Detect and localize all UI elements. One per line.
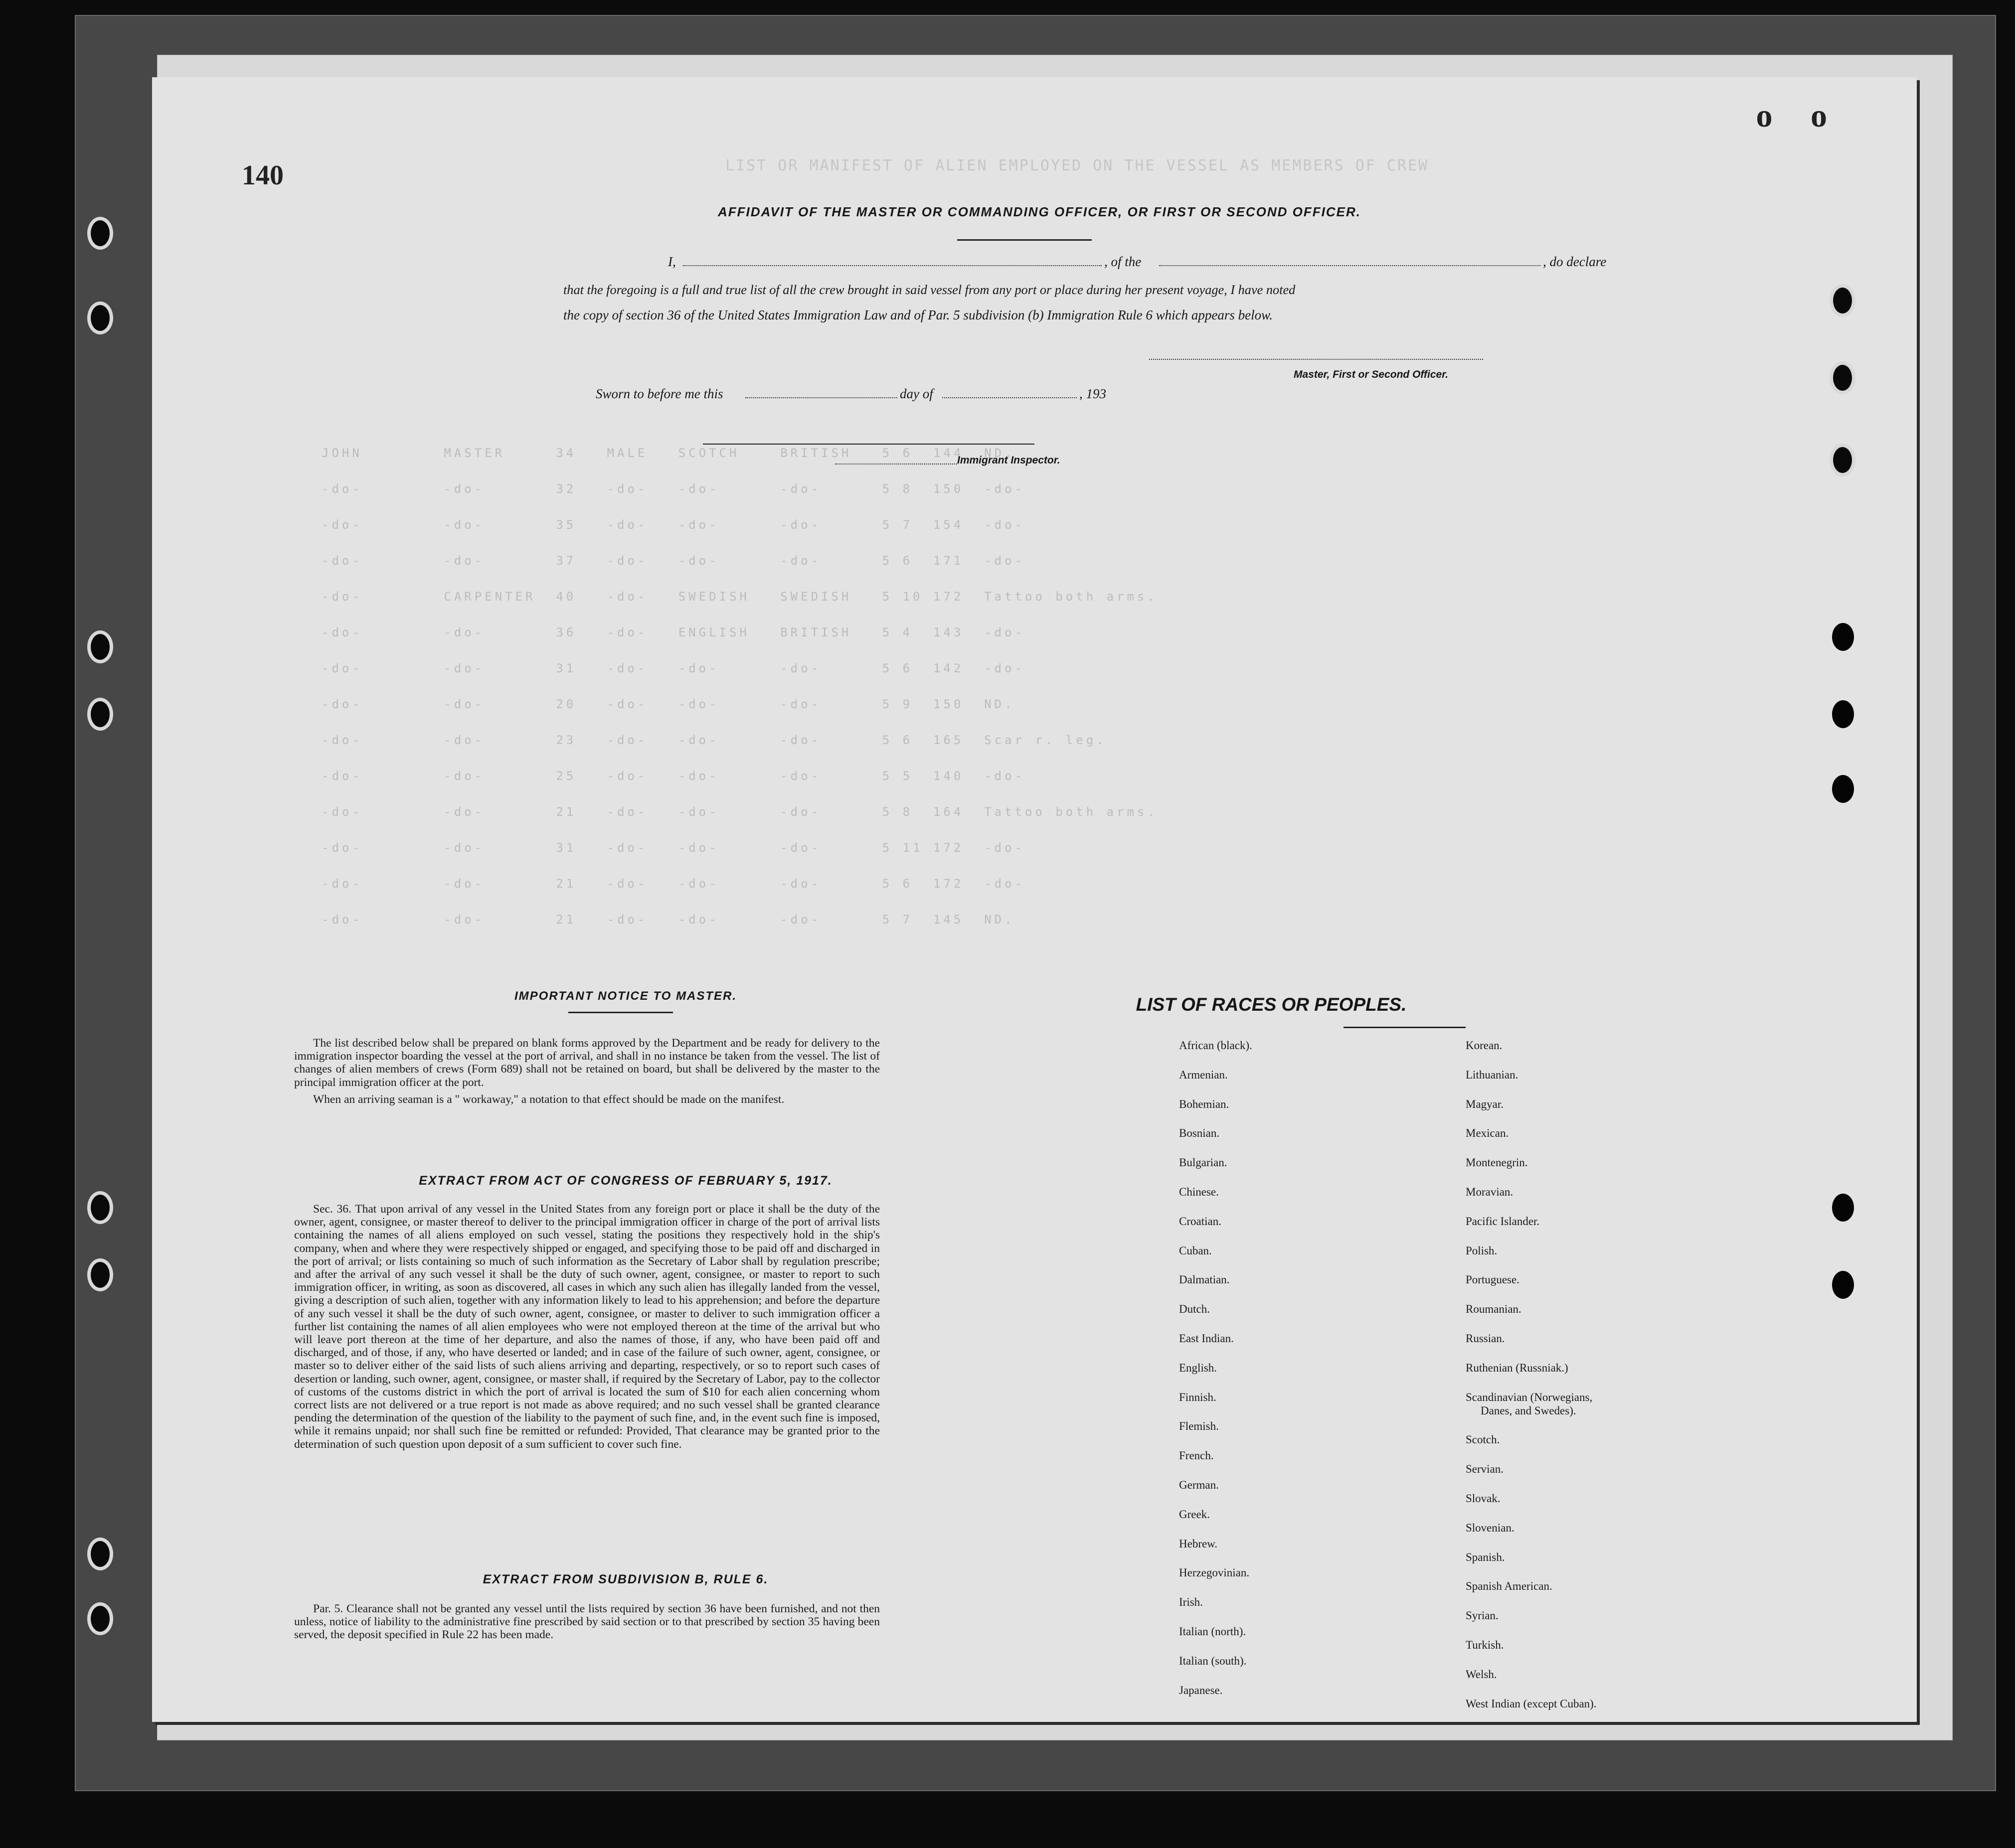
day-blank — [745, 397, 897, 398]
bleed-through-row: -do- -do- 37 -do- -do- -do- 5 6 171 -do- — [322, 554, 1025, 568]
race-entry: West Indian (except Cuban). — [1466, 1697, 1597, 1710]
notice-text — [294, 1037, 880, 1106]
race-entry: Syrian. — [1466, 1609, 1499, 1622]
vessel-blank — [1159, 265, 1540, 266]
race-entry: Portuguese. — [1466, 1273, 1519, 1286]
right-punch-hole — [1830, 361, 1855, 394]
right-punch-hole — [1832, 775, 1854, 803]
inspector-signature-line — [835, 463, 957, 464]
race-entry: Montenegrin. — [1466, 1156, 1528, 1169]
left-punch-hole — [87, 217, 113, 250]
race-entry: African (black). — [1179, 1039, 1252, 1052]
race-entry: French. — [1179, 1449, 1214, 1462]
race-entry: Pacific Islander. — [1466, 1215, 1540, 1228]
notice-title-rule — [568, 1012, 673, 1013]
manifest-sheet — [152, 77, 1917, 1722]
race-entry: Slovenian. — [1466, 1521, 1514, 1534]
right-punch-hole — [1830, 284, 1855, 317]
race-entry: Roumanian. — [1466, 1303, 1521, 1316]
races-title: LIST OF RACES OR PEOPLES. — [1136, 994, 1407, 1015]
notice-title: IMPORTANT NOTICE TO MASTER. — [514, 989, 737, 1003]
race-entry: Spanish American. — [1466, 1580, 1552, 1593]
affidavit-do-declare: , do declare — [1543, 254, 1607, 269]
race-entry: Italian (north). — [1179, 1625, 1246, 1638]
right-punch-hole — [1832, 623, 1854, 651]
affidavit-title: AFFIDAVIT OF THE MASTER OR COMMANDING OFFICER, OR FIRST OR SECOND OFFICER. — [717, 204, 1361, 219]
notice-paragraph-2: When an arriving seaman is a " workaway," a notation to that effect should be made on the manifest. — [313, 1092, 785, 1106]
left-punch-hole — [87, 1191, 113, 1224]
corner-stamp-marks: o o — [1756, 98, 1842, 134]
race-entry: Cuban. — [1179, 1244, 1212, 1257]
affidavit-of-the: , of the — [1104, 254, 1142, 269]
affidavit-i: I, — [668, 254, 676, 269]
race-entry: Italian (south). — [1179, 1654, 1247, 1667]
bleed-through-header: LIST OR MANIFEST OF ALIEN EMPLOYED ON THE VESSEL AS MEMBERS OF CREW — [725, 157, 1429, 174]
inspector-label: Immigrant Inspector. — [957, 455, 1060, 466]
affidavit-line-3: the copy of section 36 of the United States Immigration Law and of Par. 5 subdivision (b) Immigration Rule 6 which appears below. — [563, 308, 1273, 322]
race-entry: Bosnian. — [1179, 1127, 1220, 1140]
race-entry: Greek. — [1179, 1508, 1210, 1521]
bleed-through-row: -do- -do- 23 -do- -do- -do- 5 6 165 Scar r. leg. — [322, 733, 1107, 747]
bleed-through-row: -do- -do- 31 -do- -do- -do- 5 11 172 -do- — [322, 841, 1025, 855]
year-text: , 193 — [1079, 386, 1106, 401]
race-entry: Japanese. — [1179, 1684, 1223, 1696]
bleed-through-row: -do- CARPENTER 40 -do- SWEDISH SWEDISH 5 10 172 Tattoo both arms. — [322, 590, 1158, 604]
race-entry: Ruthenian (Russniak.) — [1466, 1361, 1568, 1374]
race-entry: Hebrew. — [1179, 1537, 1218, 1550]
left-punch-hole — [87, 1538, 113, 1570]
left-punch-hole — [87, 1602, 113, 1635]
bleed-through-row: -do- -do- 20 -do- -do- -do- 5 9 150 ND. — [322, 697, 1015, 711]
rule-extract-title: EXTRACT FROM SUBDIVISION B, RULE 6. — [483, 1572, 769, 1586]
inspector-top-rule — [703, 444, 1034, 445]
left-punch-hole — [87, 302, 113, 334]
race-entry: English. — [1179, 1361, 1217, 1374]
race-entry: Armenian. — [1179, 1068, 1228, 1081]
race-entry: Slovak. — [1466, 1492, 1501, 1505]
right-punch-hole — [1832, 1271, 1854, 1299]
race-entry: Scotch. — [1466, 1433, 1500, 1446]
bleed-through-row: -do- -do- 21 -do- -do- -do- 5 7 145 ND. — [322, 913, 1015, 926]
bleed-through-row: -do- -do- 36 -do- ENGLISH BRITISH 5 4 143 -do- — [322, 625, 1025, 639]
right-punch-hole — [1832, 700, 1854, 728]
affidavit-title-rule — [957, 239, 1092, 241]
race-entry: Mexican. — [1466, 1127, 1509, 1140]
bleed-through-row: -do- -do- 21 -do- -do- -do- 5 8 164 Tattoo both arms. — [322, 805, 1158, 819]
race-entry: Dalmatian. — [1179, 1273, 1230, 1286]
race-entry: German. — [1179, 1479, 1219, 1491]
bleed-through-row: -do- -do- 35 -do- -do- -do- 5 7 154 -do- — [322, 518, 1025, 532]
signature-line — [1149, 359, 1483, 360]
race-entry: Moravian. — [1466, 1186, 1513, 1198]
races-title-rule — [1343, 1027, 1466, 1028]
race-entry: Lithuanian. — [1466, 1068, 1518, 1081]
race-entry: Spanish. — [1466, 1550, 1505, 1563]
race-entry: Dutch. — [1179, 1303, 1210, 1316]
month-blank — [942, 397, 1077, 398]
rule-extract-text: Par. 5. Clearance shall not be granted any vessel until the lists required by section 36 have been furnished, and not then unless, notice of liability to the administrative fine prescribed by said section or to that prescribed by section 35 having been served, the deposit specified in Rule 22 has been made. — [294, 1602, 880, 1642]
affidavit-line-2: that the foregoing is a full and true list of all the crew brought in said vessel from any port or place during her present voyage, I have noted — [563, 283, 1296, 297]
race-entry: Russian. — [1466, 1332, 1505, 1345]
race-entry: Flemish. — [1179, 1420, 1219, 1433]
bleed-through-row: JOHN MASTER 34 MALE SCOTCH BRITISH 5 6 144 ND. — [322, 446, 1015, 460]
bleed-through-row: -do- -do- 25 -do- -do- -do- 5 5 140 -do- — [322, 769, 1025, 783]
act-extract-text: Sec. 36. That upon arrival of any vessel in the United States from any foreign port or place it shall be the duty of the owner, agent, consignee, or master thereof to deliver to the principal immigration officer in charge of the port of arrival lists containing the names of all aliens employed on such vessel, stating the positions they respectively hold in the ship's company, when and where they were respectively shipped or engaged, and specifying those to be paid off and discharged in the port of arrival; or lists containing so much of such information as the Secretary of Labor shall by regulation prescribe; and after the arrival of any such vessel it shall be the duty of such owner, agent, consignee, or master to report to such immigration officer, in writing, as soon as discovered, all cases in which any such alien has illegally landed from the vessel, giving a description of such alien, together with any information likely to lead to his apprehension; and before the departure of any such vessel it shall be the duty of such owner, agent, consignee, or master to deliver to such immigration officer a further list containing the names of all alien employees who were not employed thereon at the time of the arrival but who will leave port thereon at the time of her departure, and also the names of those, if any, who have been paid off and discharged, and of those, if any, who have deserted or landed; and in case of the failure of such owner, agent, consignee, or master so to deliver either of the said lists of such aliens arriving and departing, respectively, or so to report such cases of desertion or landing, such owner, agent, consignee, or master shall, if required by the Secretary of Labor, pay to the collector of customs of the customs district in which the port of arrival is located the sum of $10 for each alien concerning whom correct lists are not delivered or a true report is not made as above required; and no such vessel shall be granted clearance pending the determination of the question of the liability to the payment of such fine, and, in the event such fine is imposed, while it remains unpaid; nor shall such fine be remitted or refunded: Provided, That clearance may be granted prior to the determination of such question upon deposit of a sum sufficient to cover such fine. — [294, 1203, 880, 1451]
race-entry: Croatian. — [1179, 1215, 1221, 1228]
race-entry: East Indian. — [1179, 1332, 1234, 1345]
race-entry: Finnish. — [1179, 1390, 1216, 1403]
race-entry: Bohemian. — [1179, 1097, 1229, 1110]
race-entry: Chinese. — [1179, 1186, 1219, 1198]
race-entry: Polish. — [1466, 1244, 1498, 1257]
race-entry: Welsh. — [1466, 1668, 1497, 1681]
name-blank — [683, 265, 1102, 266]
race-entry: Korean. — [1466, 1039, 1503, 1052]
day-of-text: day of — [900, 386, 933, 401]
left-punch-hole — [87, 1258, 113, 1291]
left-punch-hole — [87, 630, 113, 663]
notice-paragraph-1: The list described below shall be prepared on blank forms approved by the Department and be ready for delivery to the immigration inspector boarding the vessel at the port of arrival, and shall in no instance be taken from the vessel. The list of changes of alien members of crews (Form 689) shall not be retained on board, but shall be delivered by the master to the principal immigration officer at the port. — [294, 1037, 880, 1089]
race-entry: Scandinavian (Norwegians, — [1466, 1390, 1593, 1403]
signature-label: Master, First or Second Officer. — [1294, 369, 1449, 380]
handwritten-sheet-number: 140 — [242, 160, 284, 191]
race-entry: Irish. — [1179, 1596, 1203, 1609]
bleed-through-row: -do- -do- 31 -do- -do- -do- 5 6 142 -do- — [322, 661, 1025, 675]
left-punch-hole — [87, 698, 113, 731]
race-entry: Danes, and Swedes). — [1481, 1404, 1576, 1417]
right-punch-hole — [1832, 1194, 1854, 1222]
race-entry: Herzegovinian. — [1179, 1566, 1250, 1579]
race-entry: Magyar. — [1466, 1097, 1504, 1110]
race-entry: Turkish. — [1466, 1639, 1504, 1651]
bleed-through-row: -do- -do- 21 -do- -do- -do- 5 6 172 -do- — [322, 877, 1025, 891]
race-entry: Servian. — [1466, 1463, 1504, 1476]
bleed-through-row: -do- -do- 32 -do- -do- -do- 5 8 150 -do- — [322, 482, 1025, 496]
race-entry: Bulgarian. — [1179, 1156, 1227, 1169]
right-punch-hole — [1830, 444, 1855, 476]
sworn-text: Sworn to before me this — [596, 386, 723, 401]
act-extract-title: EXTRACT FROM ACT OF CONGRESS OF FEBRUARY 5, 1917. — [419, 1174, 833, 1188]
